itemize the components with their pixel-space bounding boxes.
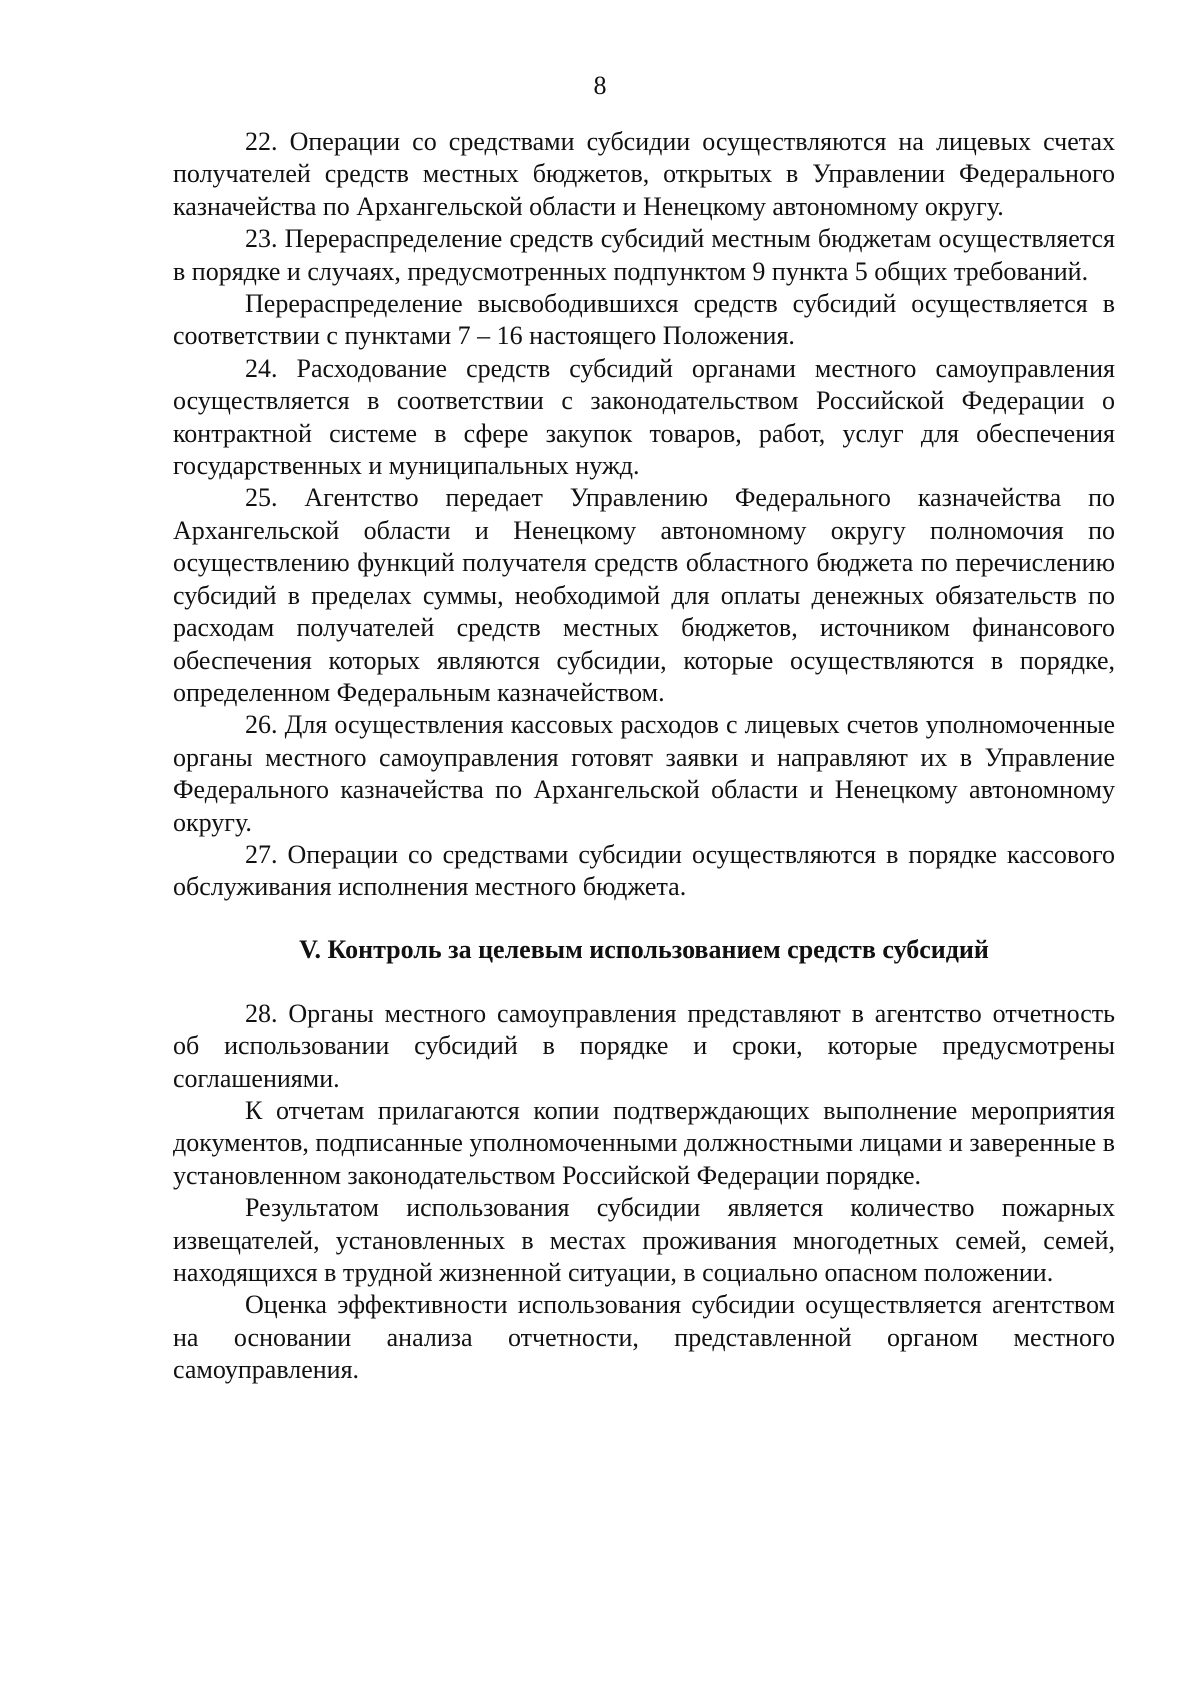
paragraph-25: 25. Агентство передает Управлению Федерального казначейства по Архангельской области и Ненецкому автономному округу полномочия по осуществлению функций получателя средств областного бюджета по перечислению субсидий в пределах суммы, необходимой для оплаты денежных обязательств по расходам получателей средств местных бюджетов, источником финансового обеспечения которых являются субсидии, которые осуществляются в порядке, определенном Федеральным казначейством. [173,483,1115,707]
paragraph-28-evaluation: Оценка эффективности использования субсидии осуществляется агентством на основании анализа отчетности, представленной органом местного самоуправления. [173,1290,1115,1385]
page-number: 8 [593,71,607,100]
paragraph-28-result: Результатом использования субсидии является количество пожарных извещателей, установленных в местах проживания многодетных семей, семей, находящихся в трудной жизненной ситуации, в социально опасном положении. [173,1193,1115,1287]
document-body [173,126,1115,1387]
paragraph-28: 28. Органы местного самоуправления представляют в агентство отчетность об использовании субсидий в порядке и сроки, которые предусмотрены соглашениями. [173,998,1115,1093]
paragraph-23: 23. Перераспределение средств субсидий местным бюджетам осуществляется в порядке и случаях, предусмотренных подпунктом 9 пункта 5 общих требований. [173,224,1115,286]
paragraph-28-attachments: К отчетам прилагаются копии подтверждающих выполнение мероприятия документов, подписанные уполномоченными должностными лицами и заверенные в установленном законодательством Российской Федерации порядке. [173,1095,1115,1190]
paragraph-23-redistribution: Перераспределение высвободившихся средств субсидий осуществляется в соответствии с пунктами 7 – 16 настоящего Положения. [173,289,1115,351]
paragraph-24: 24. Расходование средств субсидий органами местного самоуправления осуществляется в соответствии с законодательством Российской Федерации о контрактной системе в сфере закупок товаров, работ, услуг для обеспечения государственных и муниципальных нужд. [173,353,1115,481]
paragraph-26: 26. Для осуществления кассовых расходов с лицевых счетов уполномоченные органы местного самоуправления готовят заявки и направляют их в Управление Федерального казначейства по Архангельской области и Ненецкому автономному округу. [173,710,1115,837]
paragraph-22: 22. Операции со средствами субсидии осуществляются на лицевых счетах получателей средств местных бюджетов, открытых в Управлении Федерального казначейства по Архангельской области и Ненецкому автономному округу. [173,127,1115,221]
section-heading: V. Контроль за целевым использованием средств субсидий [299,934,989,964]
paragraph-27: 27. Операции со средствами субсидии осуществляются в порядке кассового обслуживания исполнения местного бюджета. [173,839,1115,902]
